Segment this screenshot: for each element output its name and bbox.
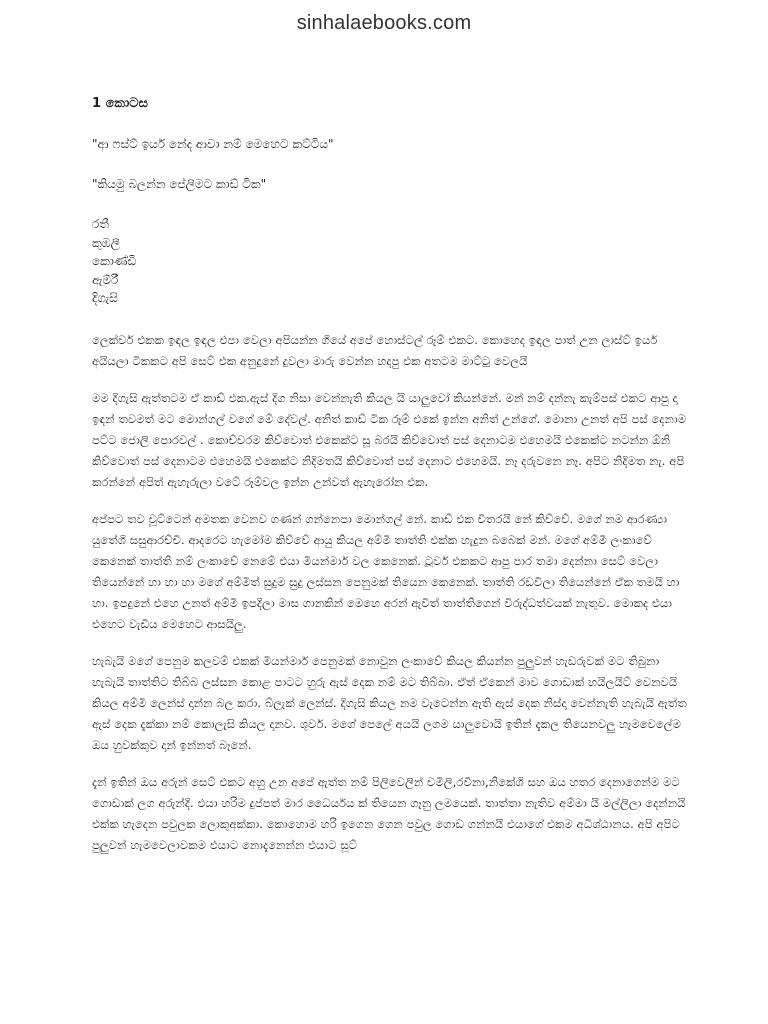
chapter-title: 1 කොටස bbox=[92, 96, 148, 111]
quote-line: "කියමු බලන්න පේලිමට කාඩ් ටික" bbox=[92, 177, 267, 191]
name-list-item: දිගැසි bbox=[92, 291, 118, 305]
story-paragraph: දැන් ඉතින් ඔය අරුන් සෙට් එකට අහු උන අපේ ඇත්ත නම් පිලිවෙලින් චමිලි,රවීනා,නිකේශි සහ ඔය හතර දෙනාගෙන්ම මට ගොඩාක් ලග අරුන්දි. එයා හරිම දුප්පත් මාර ධෛර්යය ක් තියෙන ගෑනු ලමයෙක්. තාත්තා නැතිව අම්මා යි මල්ලිලා දෙන්නයි එක්ක හැදෙන පවුලක ලොකුඅක්කා. කොහොම හරි ඉගෙන ගෙන පවුල ගොඩ ගන්නයි එයාගේ එකම අධිශ්ඨානය. අපි අපිට පුලුවන් හැමවෙලාවකම එයාට නොදැනෙන්න එයාට සූට් bbox=[92, 774, 686, 852]
story-paragraph: අප්පට තව චූට්ටෙන් අමතක වෙනව ගණන් ගන්නෙපා මොන්ගල් නේ. කාඩ් එක විතරයි නේ කිව්වේ. මගේ නම ආරණ්‍යා යුතේශි සසුආරච්චි. ආදරෙට හැමෝම කිව්වේ ආයු කියල අම්මී තාත්ති එක්ක හැදුන බබෙක් මන්. මගේ අම්මී ලංකාවේ කෙනෙක් තාත්ති නම් ලංකාවේ නෙමේ එයා මියන්මාර් වල කෙනෙක්. ටූවර් එකකට ආපු පාර තමා දෙන්නා සෙට් වෙලා තියෙන්නේ හා හා හා මගේ අම්මිත් සුදුම සුදු ලස්සන පෙනුමක් තියෙන කෙනෙක්. තාත්ති රඩවිලා තියෙන්නේ ඒක තමයි හා හා. ඉපදුනේ එහෙ උනත් අම්මි ඉපදිලා මාස ගානකින් මෙහෙ අරන් ඇවිත් තාත්තිගෙන් විරුද්ධත්වයක් නැතුව. මොකද එයා එහෙට වැඩිය මෙහෙට ආසයිලු. bbox=[92, 511, 680, 631]
document-content bbox=[92, 96, 692, 872]
name-list-item: ඇම්රී bbox=[92, 272, 119, 287]
name-list-item: කුඹලී bbox=[92, 235, 120, 250]
name-list-item: රතී bbox=[92, 217, 109, 231]
story-paragraph: ලෙක්චර් එකක ඉඳල ඉඳල එපා වෙලා අපියන්න ගියේ අපේ හොස්ටල් රූම් එකට. කොහෙද ඉඳල පාත් උන ලාස්ට් ඉයර් අයියලා ටිකකට අපි සෙට් එක අනුදුනේ දුවලා මාරු වෙන්න හදපු එක අතටම මාට්ටු වෙලයි bbox=[92, 332, 658, 368]
quote-line: "ආ ෆස්ට් ඉයර් නේද ආවා නම් මෙහෙට කට්ටිය" bbox=[92, 137, 334, 151]
name-list-item: කොණ්ඩි bbox=[92, 254, 137, 268]
name-list bbox=[92, 215, 692, 308]
site-header[interactable]: sinhalaebooks.com bbox=[296, 12, 472, 34]
story-paragraph: මම දිගැසි ඇත්තටම ඒ කාඩ් එක.ඇස් දිග නිසා වෙන්නැති කියල යි යාලුවෝ කියන්නේ. මන් නම් දන්නැ කැම්පස් එකට ආපු දා ඉඳන් තවමත් මට මොන්ගල් වගේ මේ දේවල්. අනිත් කාඩ් ටික රූම් එකේ ඉන්න අනිත් උන්ගේ. මොනා උනත් අපි පස් දෙනාම පට්ට ජොලි පොරවල් . කොච්චරම කිව්වොත් එකෙක්ට සූ බරයි කිව්වොත් පස් දෙනාටම එහෙමයි එකෙක්ට නටන්න ඕනි කිව්වොත් පස් දෙනාටම එහෙමයි එකෙක්ට නිදිමතයි කිව්වොත් පස් දෙනාට එහෙමයි. නෑ දරුවනෙ නෑ. අපිට නිදිමත නැ. අපි කරන්නේ අපිත් ඇහැරුලා වටේ රූම්වල ඉන්න උන්වත් ඇහැරෝන එක. bbox=[92, 390, 687, 489]
story-paragraph: හැබැයි මගේ පෙනුම කලවම් එකක් මියන්මාර් පෙනුමක් නොවුන ලංකාවේ කියල කියන්න පුලුවන් හැඩරුවක් මට තිබුනා හැබැයි තාත්තිට තිබ්බ ලස්සන කොළ පාටට හුරු ඇස් දෙක නම් මට තිබ්බා. ඒත් ඒකෙන් මාව ගොඩාක් හයිලයිට් වෙනවයි කියල අම්මි ලෙන්ස් දාන්න බල කරා. බ්ලැක් ලෙන්ස්. දිගැසි කියල නම වැටෙන්න ඇති ඇස් දෙක නිස්දා වෙන්නැති හැබැයි ඇත්ත ඇස් දෙක දැක්කා නම් කොලැසි කියල දානව. ශුවර්. මගේ පෙලේ අයයි ලගම යාලුවොයි ඉතින් දැකල තියෙනවලු හැමවෙලේම ඔය හුවක්කුව දාන් ඉන්නත් බෑනේ. bbox=[92, 653, 687, 752]
